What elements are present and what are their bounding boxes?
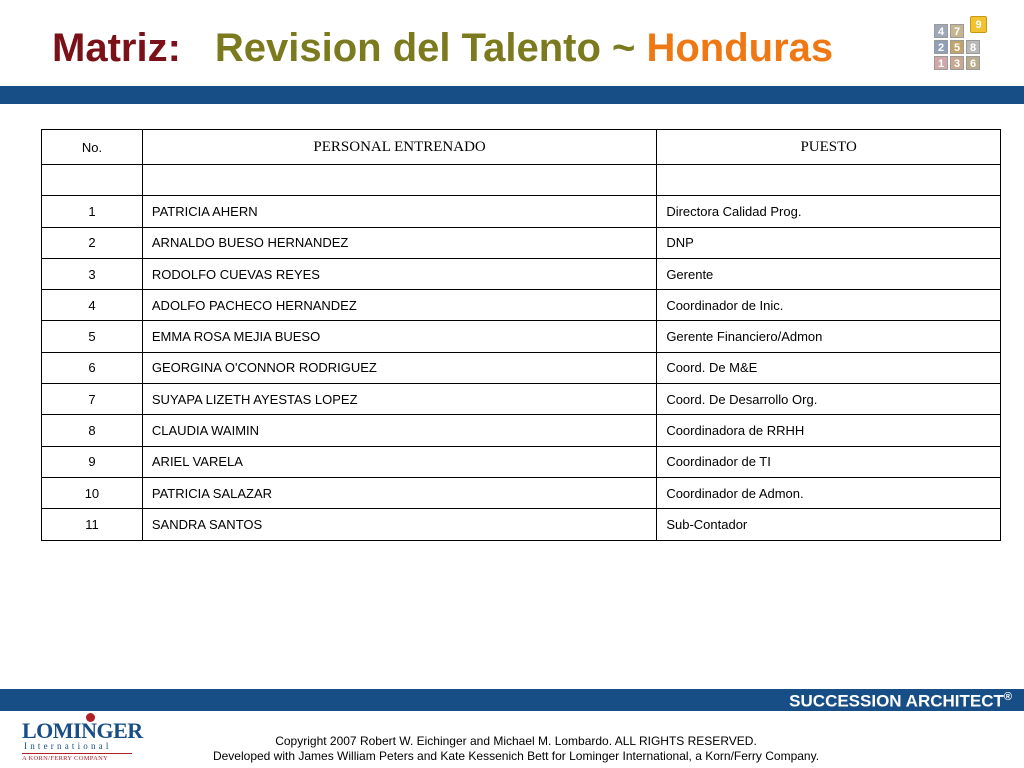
cell-position: Coord. De M&E <box>657 352 1001 383</box>
cell-no: 2 <box>42 227 143 258</box>
cell-no: 8 <box>42 415 143 446</box>
table-row <box>42 290 1001 321</box>
logo-brand: LOMINGER <box>22 718 143 743</box>
cell-no <box>42 165 143 196</box>
grid-cell: 3 <box>950 56 964 70</box>
cell-no: 5 <box>42 321 143 352</box>
table-row <box>42 352 1001 383</box>
slide-title <box>52 26 833 82</box>
cell-name: EMMA ROSA MEJIA BUESO <box>142 321 656 352</box>
grid-cell: 6 <box>966 56 980 70</box>
cell-position: Coord. De Desarrollo Org. <box>657 384 1001 415</box>
copyright-footer <box>150 734 882 764</box>
table-row <box>42 384 1001 415</box>
title-separator: ~ <box>600 26 647 70</box>
table-row <box>42 415 1001 446</box>
cell-name: PATRICIA AHERN <box>142 196 656 227</box>
grid-cell: 2 <box>934 40 948 54</box>
lominger-logo <box>22 714 143 764</box>
cell-position: Coordinador de Admon. <box>657 477 1001 508</box>
header-no: No. <box>42 130 143 165</box>
cell-no: 9 <box>42 446 143 477</box>
cell-no: 6 <box>42 352 143 383</box>
cell-no: 10 <box>42 477 143 508</box>
cell-no: 1 <box>42 196 143 227</box>
cell-position: Directora Calidad Prog. <box>657 196 1001 227</box>
cell-position: Coordinador de TI <box>657 446 1001 477</box>
title-country: Honduras <box>646 26 834 70</box>
cell-position: Coordinador de Inic. <box>657 290 1001 321</box>
cell-position: Coordinadora de RRHH <box>657 415 1001 446</box>
registered-mark: ® <box>1003 691 1012 703</box>
grid-cell-highlight: 9 <box>970 16 987 33</box>
cell-name: ARIEL VARELA <box>142 446 656 477</box>
cell-name: ADOLFO PACHECO HERNANDEZ <box>142 290 656 321</box>
grid-cell: 7 <box>950 24 964 38</box>
table-row <box>42 446 1001 477</box>
cell-name: CLAUDIA WAIMIN <box>142 415 656 446</box>
cell-position: Gerente Financiero/Admon <box>657 321 1001 352</box>
table-row <box>42 258 1001 289</box>
cell-name: GEORGINA O'CONNOR RODRIGUEZ <box>142 352 656 383</box>
talent-matrix-table <box>41 129 1001 541</box>
header-bar <box>0 86 1024 104</box>
grid-cell: 8 <box>966 40 980 54</box>
cell-name: PATRICIA SALAZAR <box>142 477 656 508</box>
table-row <box>42 227 1001 258</box>
table-row <box>42 477 1001 508</box>
header-puesto: PUESTO <box>657 130 1001 165</box>
header-personal: PERSONAL ENTRENADO <box>142 130 656 165</box>
logo-rule <box>22 753 132 754</box>
grid-cell: 1 <box>934 56 948 70</box>
cell-no: 11 <box>42 509 143 540</box>
copyright-line: Copyright 2007 Robert W. Eichinger and Michael M. Lombardo. ALL RIGHTS RESERVED. <box>275 734 757 748</box>
title-main: Revision del Talento <box>214 26 601 70</box>
cell-name: RODOLFO CUEVAS REYES <box>142 258 656 289</box>
table-header-row <box>42 130 1001 165</box>
footer-bar <box>0 689 1024 711</box>
cell-position: Sub-Contador <box>657 509 1001 540</box>
product-name <box>789 691 1012 712</box>
credits-line: Developed with James William Peters and Kate Kessenich Bett for Lominger International, a Korn/Ferry Company. <box>212 749 820 763</box>
cell-name <box>142 165 656 196</box>
cell-name: SUYAPA LIZETH AYESTAS LOPEZ <box>142 384 656 415</box>
title-prefix: Matriz: <box>52 26 181 70</box>
product-label: SUCCESSION ARCHITECT <box>789 691 1004 711</box>
cell-name: SANDRA SANTOS <box>142 509 656 540</box>
logo-tagline: A KORN/FERRY COMPANY <box>22 755 109 762</box>
cell-position: DNP <box>657 227 1001 258</box>
cell-no: 4 <box>42 290 143 321</box>
grid-cell: 4 <box>934 24 948 38</box>
cell-no: 3 <box>42 258 143 289</box>
cell-position <box>657 165 1001 196</box>
cell-name: ARNALDO BUESO HERNANDEZ <box>142 227 656 258</box>
table-row <box>42 509 1001 540</box>
table-row <box>42 196 1001 227</box>
grid-cell: 5 <box>950 40 964 54</box>
nine-box-grid-icon <box>932 16 990 74</box>
logo-subtitle: International <box>24 741 112 751</box>
table-row <box>42 165 1001 196</box>
cell-no: 7 <box>42 384 143 415</box>
table-row <box>42 321 1001 352</box>
cell-position: Gerente <box>657 258 1001 289</box>
